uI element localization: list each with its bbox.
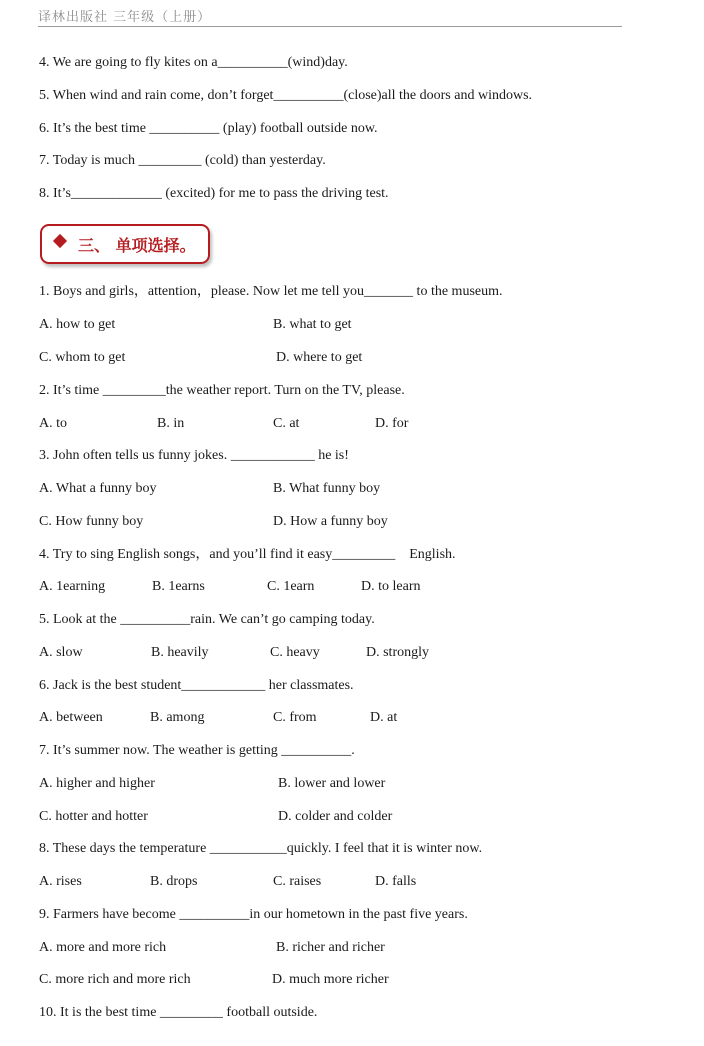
- option-c: C. at: [273, 416, 300, 431]
- option-d: D. colder and colder: [278, 809, 393, 824]
- option-c: C. 1earn: [267, 579, 315, 594]
- option-c: C. whom to get: [39, 350, 126, 365]
- option-d: D. much more richer: [272, 972, 389, 987]
- fill-in-item: 5. When wind and rain come, don’t forget__________(close)all the doors and windows.: [39, 88, 533, 103]
- option-d: D. at: [370, 710, 398, 725]
- option-b: B. What funny boy: [273, 481, 381, 496]
- option-c: C. heavy: [270, 645, 320, 660]
- header-divider: [38, 26, 622, 27]
- option-a: A. What a funny boy: [39, 481, 157, 496]
- option-b: B. 1earns: [152, 579, 205, 594]
- option-b: B. among: [150, 710, 205, 725]
- option-a: A. slow: [39, 645, 83, 660]
- page-header: 译林出版社 三年级（上册）: [38, 10, 212, 25]
- option-c: C. from: [273, 710, 317, 725]
- option-c: C. How funny boy: [39, 514, 144, 529]
- section-title: 三、 单项选择。: [78, 236, 196, 255]
- option-d: D. where to get: [276, 350, 363, 365]
- option-b: B. richer and richer: [276, 940, 385, 955]
- question-stem: 3. John often tells us funny jokes. ____________ he is!: [39, 448, 349, 463]
- section-heading: [40, 224, 210, 264]
- diamond-icon: [53, 234, 67, 248]
- question-stem: 5. Look at the __________rain. We can’t go camping today.: [39, 612, 375, 627]
- option-b: B. heavily: [151, 645, 209, 660]
- option-d: D. for: [375, 416, 409, 431]
- question-stem: 7. It’s summer now. The weather is getting __________.: [39, 743, 355, 758]
- question-stem: 4. Try to sing English songs，and you’ll find it easy_________ English.: [39, 547, 456, 562]
- option-d: D. falls: [375, 874, 417, 889]
- option-a: A. rises: [39, 874, 82, 889]
- option-a: A. how to get: [39, 317, 116, 332]
- option-d: D. How a funny boy: [273, 514, 388, 529]
- option-c: C. raises: [273, 874, 322, 889]
- fill-in-item: 7. Today is much _________ (cold) than yesterday.: [39, 153, 326, 168]
- option-a: A. between: [39, 710, 103, 725]
- option-c: C. more rich and more rich: [39, 972, 191, 987]
- question-stem: 10. It is the best time _________ football outside.: [39, 1005, 318, 1020]
- fill-in-item: 6. It’s the best time __________ (play) football outside now.: [39, 121, 378, 136]
- option-d: D. to learn: [361, 579, 421, 594]
- question-stem: 6. Jack is the best student____________ her classmates.: [39, 678, 354, 693]
- fill-in-item: 4. We are going to fly kites on a__________(wind)day.: [39, 55, 348, 70]
- option-c: C. hotter and hotter: [39, 809, 148, 824]
- option-b: B. in: [157, 416, 185, 431]
- question-stem: 2. It’s time _________the weather report. Turn on the TV, please.: [39, 383, 405, 398]
- option-d: D. strongly: [366, 645, 429, 660]
- question-stem: 8. These days the temperature ___________quickly. I feel that it is winter now.: [39, 841, 483, 856]
- option-a: A. more and more rich: [39, 940, 167, 955]
- question-stem: 9. Farmers have become __________in our hometown in the past five years.: [39, 907, 468, 922]
- question-stem: 1. Boys and girls，attention，please. Now let me tell you_______ to the museum.: [39, 284, 503, 299]
- option-a: A. to: [39, 416, 67, 431]
- fill-in-item: 8. It’s_____________ (excited) for me to pass the driving test.: [39, 186, 389, 201]
- option-b: B. lower and lower: [278, 776, 386, 791]
- option-b: B. what to get: [273, 317, 352, 332]
- option-a: A. 1earning: [39, 579, 106, 594]
- option-b: B. drops: [150, 874, 198, 889]
- option-a: A. higher and higher: [39, 776, 155, 791]
